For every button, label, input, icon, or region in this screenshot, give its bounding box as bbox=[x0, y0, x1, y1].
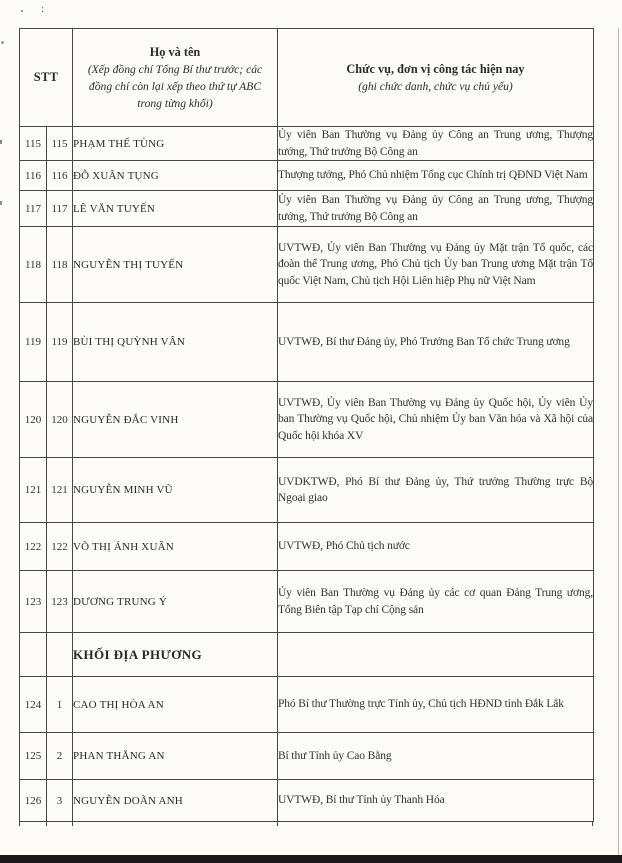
cell-no: 3 bbox=[47, 780, 73, 822]
header-position bbox=[278, 29, 594, 127]
cell-position bbox=[278, 127, 594, 161]
cell-no: 119 bbox=[47, 303, 73, 382]
scan-tick bbox=[277, 821, 278, 826]
table-row bbox=[20, 161, 594, 191]
cell-stt: 120 bbox=[20, 382, 47, 458]
scan-artifact bbox=[1, 41, 4, 44]
cell-name: NGUYỄN THỊ TUYẾN bbox=[73, 227, 278, 303]
scan-tick bbox=[72, 821, 73, 826]
cell-position bbox=[278, 227, 594, 303]
header-name-title: Họ và tên bbox=[149, 44, 201, 59]
cell-stt: 124 bbox=[20, 677, 47, 733]
position-text: Ủy viên Ban Thường vụ Đảng ủy Công an Trung ương, Thượng tướng, Thứ trưởng Bộ Công an bbox=[278, 129, 593, 158]
scan-bottom-bar bbox=[0, 855, 622, 863]
position-text: Thượng tướng, Phó Chủ nhiệm Tổng cục Chính trị QĐND Việt Nam bbox=[278, 169, 588, 182]
position-text: UVTWĐ, Ủy viên Ban Thường vụ Đảng ủy Quốc hội, Ủy viên Ủy ban Thường vụ Quốc hội, Chủ nhiệm Ủy ban Văn hóa và Xã hội của Quốc hội khóa XV bbox=[278, 396, 593, 442]
position-text: UVTWĐ, Phó Chủ tịch nước bbox=[278, 540, 410, 553]
table-row bbox=[20, 191, 594, 227]
cell-no: 123 bbox=[47, 571, 73, 633]
cell-position bbox=[278, 191, 594, 227]
position-text: UVDKTWĐ, Phó Bí thư Đảng ủy, Thứ trưởng Thường trực Bộ Ngoại giao bbox=[278, 475, 593, 504]
table-row bbox=[20, 523, 594, 571]
position-text: UVTWĐ, Ủy viên Ban Thường vụ Đảng ủy Mặt trận Tổ quốc, các đoàn thể Trung ương, Phó Chủ tịch Ủy ban Trung ương Mặt trận Tổ quốc Việt Nam, Chủ tịch Hội Liên hiệp Phụ nữ Việt Nam bbox=[278, 241, 593, 287]
cell-name: LÊ VĂN TUYẾN bbox=[73, 191, 278, 227]
cell-stt: 115 bbox=[20, 127, 47, 161]
cell-name: BÙI THỊ QUỲNH VÂN bbox=[73, 303, 278, 382]
cell-position bbox=[278, 161, 594, 191]
table-row bbox=[20, 677, 594, 733]
scan-tick bbox=[19, 821, 20, 826]
cell-position bbox=[278, 633, 594, 677]
header-position-title: Chức vụ, đơn vị công tác hiện nay bbox=[346, 61, 525, 76]
cell-name: NGUYỄN DOÃN ANH bbox=[73, 780, 278, 822]
cell-stt: 125 bbox=[20, 733, 47, 780]
position-text: UVTWĐ, Bí thư Tỉnh ủy Thanh Hóa bbox=[278, 794, 445, 807]
header-stt: STT bbox=[20, 29, 73, 127]
scan-tick bbox=[46, 821, 47, 826]
scan-artifact bbox=[0, 201, 2, 205]
scan-edge-line bbox=[618, 28, 619, 855]
cell-no: 118 bbox=[47, 227, 73, 303]
cell-stt: 121 bbox=[20, 458, 47, 523]
scan-tick bbox=[592, 821, 593, 826]
section-header-row bbox=[20, 633, 594, 677]
table-row bbox=[20, 382, 594, 458]
cell-name: PHẠM THẾ TÙNG bbox=[73, 127, 278, 161]
cell-no bbox=[47, 633, 73, 677]
scan-artifact bbox=[0, 140, 2, 144]
section-title: KHỐI ĐỊA PHƯƠNG bbox=[73, 633, 278, 677]
cell-stt: 122 bbox=[20, 523, 47, 571]
cell-name: PHAN THĂNG AN bbox=[73, 733, 278, 780]
cell-no: 121 bbox=[47, 458, 73, 523]
cell-name: NGUYỄN MINH VŨ bbox=[73, 458, 278, 523]
cell-stt: 119 bbox=[20, 303, 47, 382]
header-position-note: (ghi chức danh, chức vụ chủ yếu) bbox=[358, 79, 513, 93]
cell-name: DƯƠNG TRUNG Ý bbox=[73, 571, 278, 633]
cell-no: 120 bbox=[47, 382, 73, 458]
cell-name: NGUYỄN ĐẮC VINH bbox=[73, 382, 278, 458]
cell-stt bbox=[20, 633, 47, 677]
cell-no: 2 bbox=[47, 733, 73, 780]
cell-no: 117 bbox=[47, 191, 73, 227]
cell-no: 116 bbox=[47, 161, 73, 191]
table-row bbox=[20, 780, 594, 822]
table-header-row bbox=[20, 29, 594, 127]
position-text: Bí thư Tỉnh ủy Cao Bằng bbox=[278, 749, 392, 762]
scan-artifact: : bbox=[41, 3, 45, 15]
cell-no: 1 bbox=[47, 677, 73, 733]
header-name bbox=[73, 29, 278, 127]
table-row bbox=[20, 303, 594, 382]
table-row bbox=[20, 458, 594, 523]
scan-artifact bbox=[21, 10, 23, 12]
officials-table bbox=[19, 28, 594, 822]
cell-no: 122 bbox=[47, 523, 73, 571]
table-row bbox=[20, 227, 594, 303]
position-text: Ủy viên Ban Thường vụ Đảng ủy các cơ quan Đảng Trung ương, Tổng Biên tập Tạp chí Cộng sản bbox=[278, 587, 593, 616]
cell-position bbox=[278, 571, 594, 633]
cell-name: VÕ THỊ ÁNH XUÂN bbox=[73, 523, 278, 571]
cell-name: CAO THỊ HÒA AN bbox=[73, 677, 278, 733]
cell-position bbox=[278, 733, 594, 780]
cell-stt: 116 bbox=[20, 161, 47, 191]
cell-stt: 118 bbox=[20, 227, 47, 303]
cell-name: ĐỖ XUÂN TỤNG bbox=[73, 161, 278, 191]
cell-position bbox=[278, 382, 594, 458]
cell-no: 115 bbox=[47, 127, 73, 161]
cell-position bbox=[278, 458, 594, 523]
table-row bbox=[20, 571, 594, 633]
cell-position bbox=[278, 523, 594, 571]
position-text: Ủy viên Ban Thường vụ Đảng ủy Công an Trung ương, Thượng tướng, Thứ trưởng Bộ Công an bbox=[278, 194, 593, 223]
position-text: UVTWĐ, Bí thư Đảng ủy, Phó Trưởng Ban Tổ chức Trung ương bbox=[278, 335, 570, 348]
cell-position bbox=[278, 303, 594, 382]
cell-position bbox=[278, 780, 594, 822]
cell-stt: 123 bbox=[20, 571, 47, 633]
table-row bbox=[20, 127, 594, 161]
position-text: Phó Bí thư Thường trực Tỉnh ủy, Chủ tịch HĐND tỉnh Đắk Lắk bbox=[278, 698, 564, 711]
header-name-note: (Xếp đồng chí Tổng Bí thư trước; các đồng chí còn lại xếp theo thứ tự ABC trong từng khối) bbox=[87, 62, 263, 110]
cell-position bbox=[278, 677, 594, 733]
cell-stt: 126 bbox=[20, 780, 47, 822]
cell-stt: 117 bbox=[20, 191, 47, 227]
table-row bbox=[20, 733, 594, 780]
